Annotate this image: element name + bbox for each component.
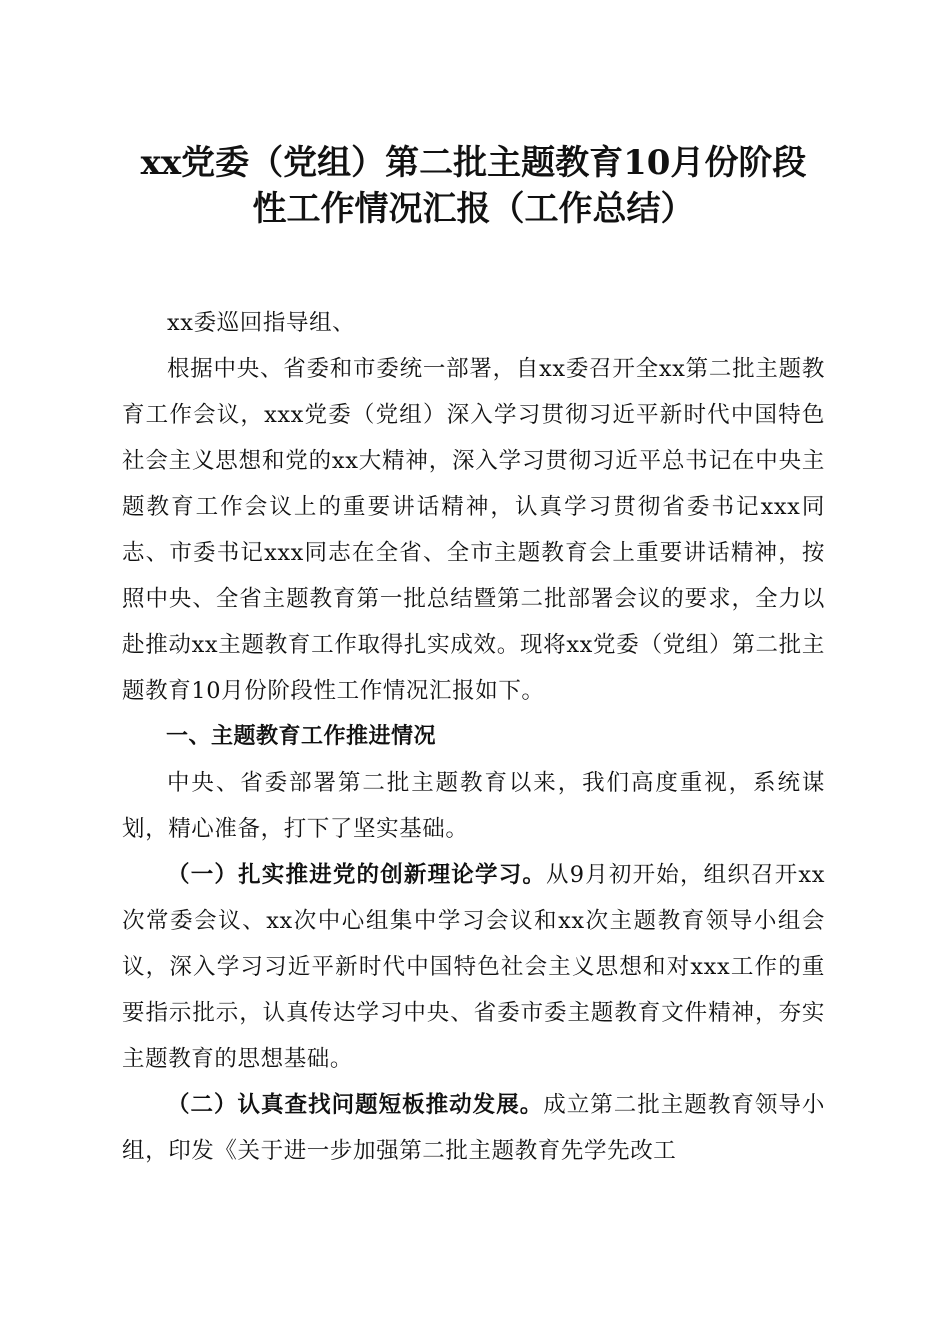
subsection-1-lead: （一）扎实推进党的创新理论学习。	[167, 862, 547, 888]
salutation: xx委巡回指导组、	[167, 310, 356, 336]
subsection-2-lead: （二）认真查找问题短板推动发展。	[167, 1092, 544, 1118]
document-body	[122, 300, 825, 1174]
paragraph-intro: 根据中央、省委和市委统一部署，自xx委召开全xx第二批主题教育工作会议，xxx党委（党组）深入学习贯彻习近平新时代中国特色社会主义思想和党的xx大精神，深入学习贯彻习近平总书记在中央主题教育工作会议上的重要讲话精神，认真学习贯彻省委书记xxx同志、市委书记xxx同志在全省、全市主题教育会上重要讲话精神，按照中央、全省主题教育第一批总结暨第二批部署会议的要求，全力以赴推动xx主题教育工作取得扎实成效。现将xx党委（党组）第二批主题教育10月份阶段性工作情况汇报如下。	[122, 356, 825, 704]
title-line-1: xx党委（党组）第二批主题教育10月份阶段	[140, 143, 807, 183]
subsection-2	[122, 1082, 825, 1174]
subsection-2-text: 成立第二批主题教育领导小组，印发《关于进一步加强第二批主题教育先学先改工	[122, 1092, 825, 1164]
section-heading-1: 一、主题教育工作推进情况	[166, 724, 437, 749]
subsection-1-text: 从9月初开始，组织召开xx次常委会议、xx次中心组集中学习会议和xx次主题教育领导小组会议，深入学习习近平新时代中国特色社会主义思想和对xxx工作的重要指示批示，认真传达学习中央、省委市委主题教育文件精神，夯实主题教育的思想基础。	[122, 862, 825, 1072]
subsection-1	[122, 852, 825, 1082]
paragraph-overview: 中央、省委部署第二批主题教育以来，我们高度重视，系统谋划，精心准备，打下了坚实基础。	[122, 770, 825, 842]
document-title	[122, 140, 825, 232]
title-line-2: 性工作情况汇报（工作总结）	[252, 189, 695, 229]
